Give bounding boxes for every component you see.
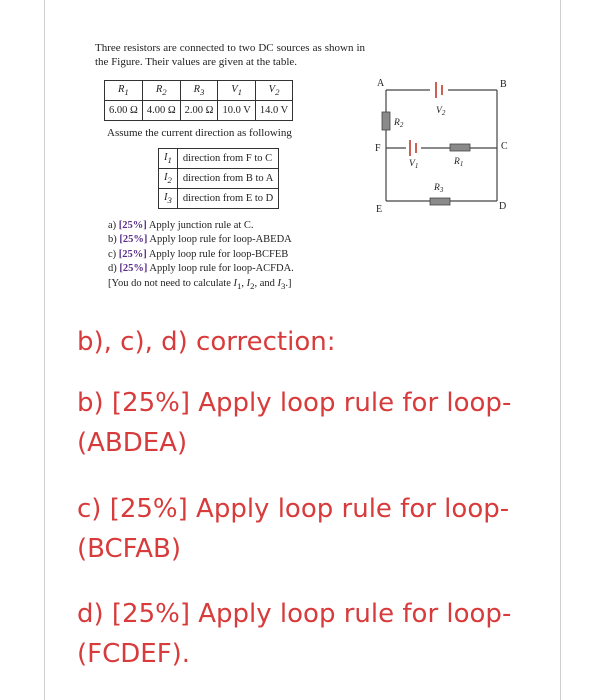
header-r2: $R_2$ (142, 81, 180, 101)
task-note: [You do not need to calculate $I_1$, $I_2$, and $I_3$.] (108, 277, 292, 291)
value-r3: 2.00 Ω (180, 101, 218, 121)
current-direction: direction from B to A (177, 169, 278, 189)
header-r1: $R_1$ (105, 81, 143, 101)
header-r3: $R_3$ (180, 81, 218, 101)
resistor-r1-icon (450, 144, 470, 151)
node-b-label: B (500, 79, 507, 90)
correction-title: b), c), d) correction: (77, 327, 336, 357)
correction-b: b) [25%] Apply loop rule for loop- (ABDEA) (77, 388, 512, 458)
battery-v1-icon (410, 140, 416, 156)
header-v2: $V_2$ (255, 81, 292, 101)
circuit-diagram (366, 72, 516, 217)
task-list (108, 219, 294, 293)
list-item: d) [25%] Apply loop rule for loop-ACFDA. (108, 263, 294, 275)
assume-text: Assume the current direction as following (107, 127, 292, 139)
node-e-label: E (376, 204, 383, 215)
resistor-r3-icon (430, 198, 450, 205)
node-d-label: D (499, 201, 507, 212)
correction-d: d) [25%] Apply loop rule for loop- (FCDEF). (77, 599, 512, 669)
node-a-label: A (377, 78, 385, 89)
value-table-header (105, 81, 293, 101)
label-r2: $R_2$ (394, 118, 404, 129)
battery-v2-icon (436, 82, 442, 98)
label-r1: $R_1$ (454, 157, 464, 168)
label-v1: $V_1$ (409, 159, 419, 170)
current-direction: direction from E to D (177, 189, 278, 209)
table-row (159, 169, 279, 189)
list-item: b) [25%] Apply loop rule for loop-ABEDA (108, 234, 292, 246)
node-c-label: C (501, 141, 508, 152)
value-table (104, 80, 293, 121)
correction-c: c) [25%] Apply loop rule for loop- (BCFAB) (77, 494, 510, 564)
value-table-values (105, 101, 293, 121)
label-r3: $R_3$ (434, 183, 444, 194)
header-v1: $V_1$ (218, 81, 255, 101)
current-direction: direction from F to C (177, 149, 278, 169)
current-symbol: $I_1$ (159, 149, 178, 169)
problem-intro: Three resistors are connected to two DC sources as shown in the Figure. Their values are given at the table. (95, 42, 365, 68)
current-symbol: $I_3$ (159, 189, 178, 209)
resistor-r2-icon (382, 112, 390, 130)
page-right-border (560, 0, 561, 700)
current-direction-table (158, 148, 279, 209)
value-r2: 4.00 Ω (142, 101, 180, 121)
node-f-label: F (375, 143, 381, 154)
page-left-border (44, 0, 45, 700)
table-row (159, 189, 279, 209)
label-v2: $V_2$ (436, 106, 446, 117)
table-row (159, 149, 279, 169)
current-symbol: $I_2$ (159, 169, 178, 189)
list-item: c) [25%] Apply loop rule for loop-BCFEB (108, 248, 289, 260)
value-v1: 10.0 V (218, 101, 255, 121)
value-v2: 14.0 V (255, 101, 292, 121)
value-r1: 6.00 Ω (105, 101, 143, 121)
list-item: a) [25%] Apply junction rule at C. (108, 220, 254, 231)
